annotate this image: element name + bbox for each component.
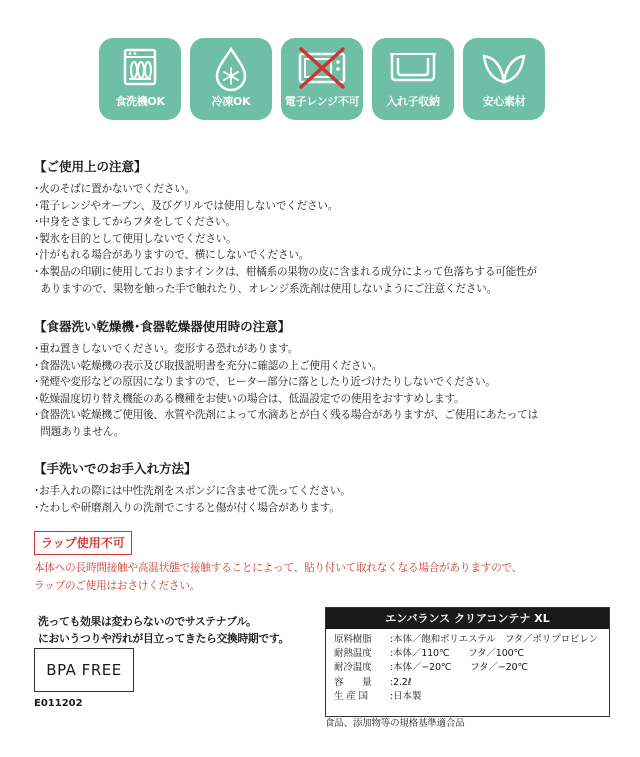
nesting-storage-icon [388, 46, 438, 86]
spec-footnote: 食品、添加物等の規格基準適合品 [325, 718, 465, 729]
usage-list [34, 181, 624, 297]
icon-label: 入れ子収納 [386, 95, 440, 108]
list-item: ･重ね置きしないでください。変形する恐れがあります。 [34, 343, 299, 355]
list-item: ･乾燥温度切り替え機能のある機種をお使いの場合は、低温設定での使用をおすすめします。 [34, 392, 465, 405]
list-item: ･お手入れの際には中性洗剤をスポンジに含ませて洗ってください。 [34, 485, 351, 497]
list-item: ･本製品の印刷に使用しておりますインクは、柑橘系の果物の皮に含まれる成分によって色落ちする可能性が [34, 265, 537, 278]
feature-icons [99, 38, 545, 120]
safe-material-icon [480, 46, 528, 88]
spec-value: :本体／110℃ フタ／100℃ [390, 648, 525, 660]
list-item: ･食器洗い乾燥機の表示及び取扱説明書を充分に確認の上ご使用ください。 [34, 359, 383, 372]
spec-rows [326, 629, 609, 716]
microwave-prohibited-icon [296, 46, 348, 90]
product-code: E011202 [34, 698, 83, 709]
tile-safe-material [463, 38, 545, 120]
spec-key: 生 産 国 [334, 690, 368, 702]
spec-row [334, 676, 601, 690]
list-item: ･製氷を目的として使用しないでください。 [34, 232, 237, 245]
list-item: 問題ありません。 [34, 425, 125, 438]
wrap-warning-line: ラップのご使用はおさけください。 [34, 579, 201, 592]
list-item: ･中身をさましてからフタをしてください。 [34, 216, 236, 229]
icon-label: 電子レンジ不可 [284, 95, 360, 108]
spec-value: :日本製 [390, 690, 422, 702]
freezer-icon [210, 46, 252, 92]
spec-table [325, 607, 610, 717]
handwash-notes [34, 459, 624, 516]
sustainable-note [38, 613, 289, 647]
list-item: ･電子レンジやオーブン、及びグリルでは使用しないでください。 [34, 199, 339, 212]
list-item: ･火のそばに置かないでください。 [34, 183, 196, 195]
list-item: ･発煙や変形などの原因になりますので、ヒーター部分に落としたり近づけたりしないでください。 [34, 376, 496, 389]
handwash-list [34, 483, 624, 516]
list-item: ありますので、果物を触った手で触れたり、オレンジ系洗剤は使用しないようにご注意ください。 [34, 282, 497, 295]
usage-title: 【ご使用上の注意】 [34, 159, 147, 174]
bpa-free-badge: BPA FREE [34, 648, 134, 692]
icon-label: 安心素材 [482, 95, 526, 108]
icon-label: 食洗機OK [115, 95, 165, 108]
list-item: ･汁がもれる場合がありますので、横にしないでください。 [34, 249, 310, 262]
spec-row [334, 633, 601, 647]
dishwasher-title: 【食器洗い乾燥機･食器乾燥器使用時の注意】 [34, 319, 291, 334]
handwash-title: 【手洗いでのお手入れ方法】 [34, 461, 197, 476]
spec-key: 容 量 [334, 676, 372, 688]
spec-row [334, 690, 601, 704]
spec-title: エンバランス クリアコンテナ XL [326, 608, 609, 629]
wrap-warning-line: 本体への長時間接触や高温状態で接触することによって、貼り付いて取れなくなる場合がありますので、 [34, 562, 523, 574]
spec-value: :本体／−20℃ フタ／−20℃ [390, 662, 528, 674]
wrap-warning [34, 560, 624, 595]
icon-label: 冷凍OK [211, 95, 251, 108]
spec-key: 耐冷温度 [334, 662, 372, 674]
wrap-prohibited-badge: ラップ使用不可 [34, 531, 132, 555]
list-item: ･食器洗い乾燥機ご使用後、水質や洗剤によって水滴あとが白く残る場合がありますが、ご使用にあたっては [34, 409, 538, 422]
spec-row [334, 647, 601, 661]
tile-nesting [372, 38, 454, 120]
dishwasher-notes [34, 317, 624, 441]
spec-value: :2.2ℓ [390, 676, 412, 688]
list-item: ･たわしや研磨剤入りの洗剤でこすると傷が付く場合があります。 [34, 501, 340, 514]
sustainable-line: 洗っても効果は変わらないのでサステナブル。 [38, 615, 257, 628]
spec-value: :本体／飽和ポリエステル フタ／ポリプロピレン [390, 634, 598, 645]
spec-key: 耐熱温度 [334, 648, 372, 660]
tile-dishwasher [99, 38, 181, 120]
sustainable-line: においうつりや汚れが目立ってきたら交換時期です。 [38, 632, 290, 645]
tile-freezer [190, 38, 272, 120]
spec-key: 原料樹脂 [334, 634, 372, 645]
usage-notes [34, 157, 624, 297]
dishwasher-list [34, 341, 624, 441]
spec-row [334, 661, 601, 675]
dishwasher-icon [119, 46, 161, 88]
tile-microwave [281, 38, 363, 120]
